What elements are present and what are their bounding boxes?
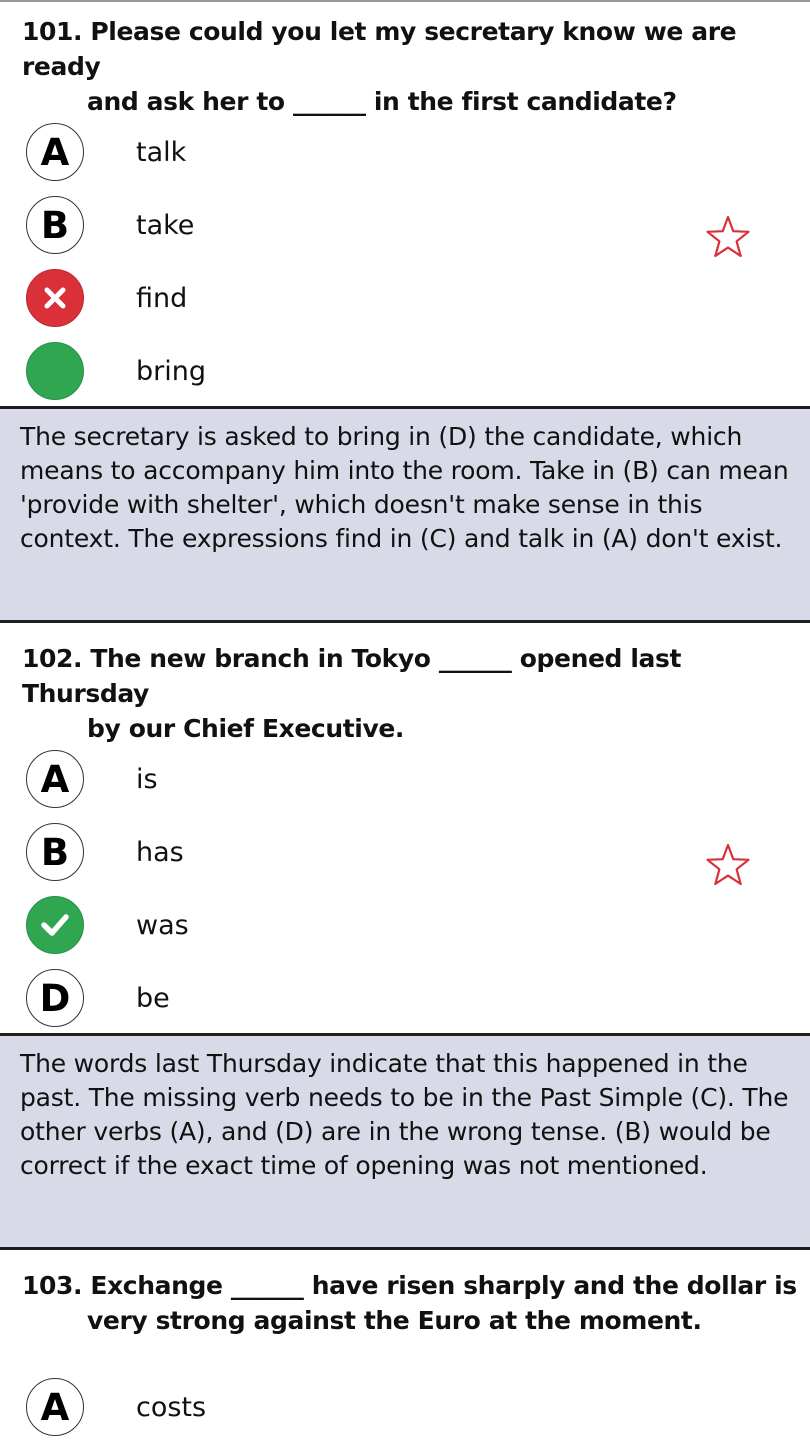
option-c-wrong[interactable] (26, 267, 726, 329)
option-d[interactable] (26, 967, 726, 1029)
option-badge: D (26, 969, 84, 1027)
option-label: take (136, 209, 195, 241)
option-d-selected[interactable] (26, 340, 726, 402)
question-title-line2: and ask her to ______ in the first candidate? (87, 87, 677, 116)
star-outline-icon[interactable] (705, 842, 751, 888)
option-label: costs (136, 1391, 207, 1423)
option-badge: A (26, 750, 84, 808)
option-a[interactable] (26, 121, 726, 183)
question-102-title (22, 641, 802, 746)
top-divider (0, 0, 810, 2)
option-badge: A (26, 1378, 84, 1436)
option-badge: B (26, 196, 84, 254)
option-badge: A (26, 123, 84, 181)
explanation-text: The words last Thursday indicate that this happened in the past. The missing verb needs to be in the Past Simple (C). The other verbs (A), and (D) are in the wrong tense. (B) would be correct if the exact time of opening was not mentioned. (20, 1049, 789, 1180)
option-a[interactable] (26, 748, 726, 810)
question-title-line1: 102. The new branch in Tokyo ______ opened last Thursday (22, 644, 681, 708)
star-outline-icon[interactable] (705, 214, 751, 260)
wrong-answer-badge (26, 269, 84, 327)
option-b[interactable] (26, 194, 726, 256)
explanation-panel (0, 406, 810, 623)
correct-answer-badge (26, 896, 84, 954)
correct-answer-badge (26, 342, 84, 400)
option-badge: B (26, 823, 84, 881)
option-c-correct[interactable] (26, 894, 726, 956)
option-label: talk (136, 136, 187, 168)
x-icon (42, 285, 68, 311)
option-label: was (136, 909, 189, 941)
option-label: find (136, 282, 188, 314)
question-title-line1: 103. Exchange ______ have risen sharply and the dollar is (22, 1271, 797, 1300)
option-a[interactable] (26, 1376, 726, 1438)
question-title-line2: very strong against the Euro at the moment. (87, 1306, 702, 1335)
question-title-line2: by our Chief Executive. (87, 714, 404, 743)
checkmark-icon (38, 908, 72, 942)
option-b[interactable] (26, 821, 726, 883)
option-label: is (136, 763, 158, 795)
explanation-text: The secretary is asked to bring in (D) the candidate, which means to accompany him into the room. Take in (B) can mean 'provide with shelter', which doesn't make sense in this context. The expressions find in (C) and talk in (A) don't exist. (20, 422, 789, 553)
option-label: be (136, 982, 170, 1014)
explanation-panel (0, 1033, 810, 1250)
option-label: has (136, 836, 184, 868)
question-101-title (22, 14, 802, 119)
option-label: bring (136, 355, 206, 387)
question-103-title (22, 1268, 802, 1338)
question-title-line1: 101. Please could you let my secretary know we are ready (22, 17, 737, 81)
